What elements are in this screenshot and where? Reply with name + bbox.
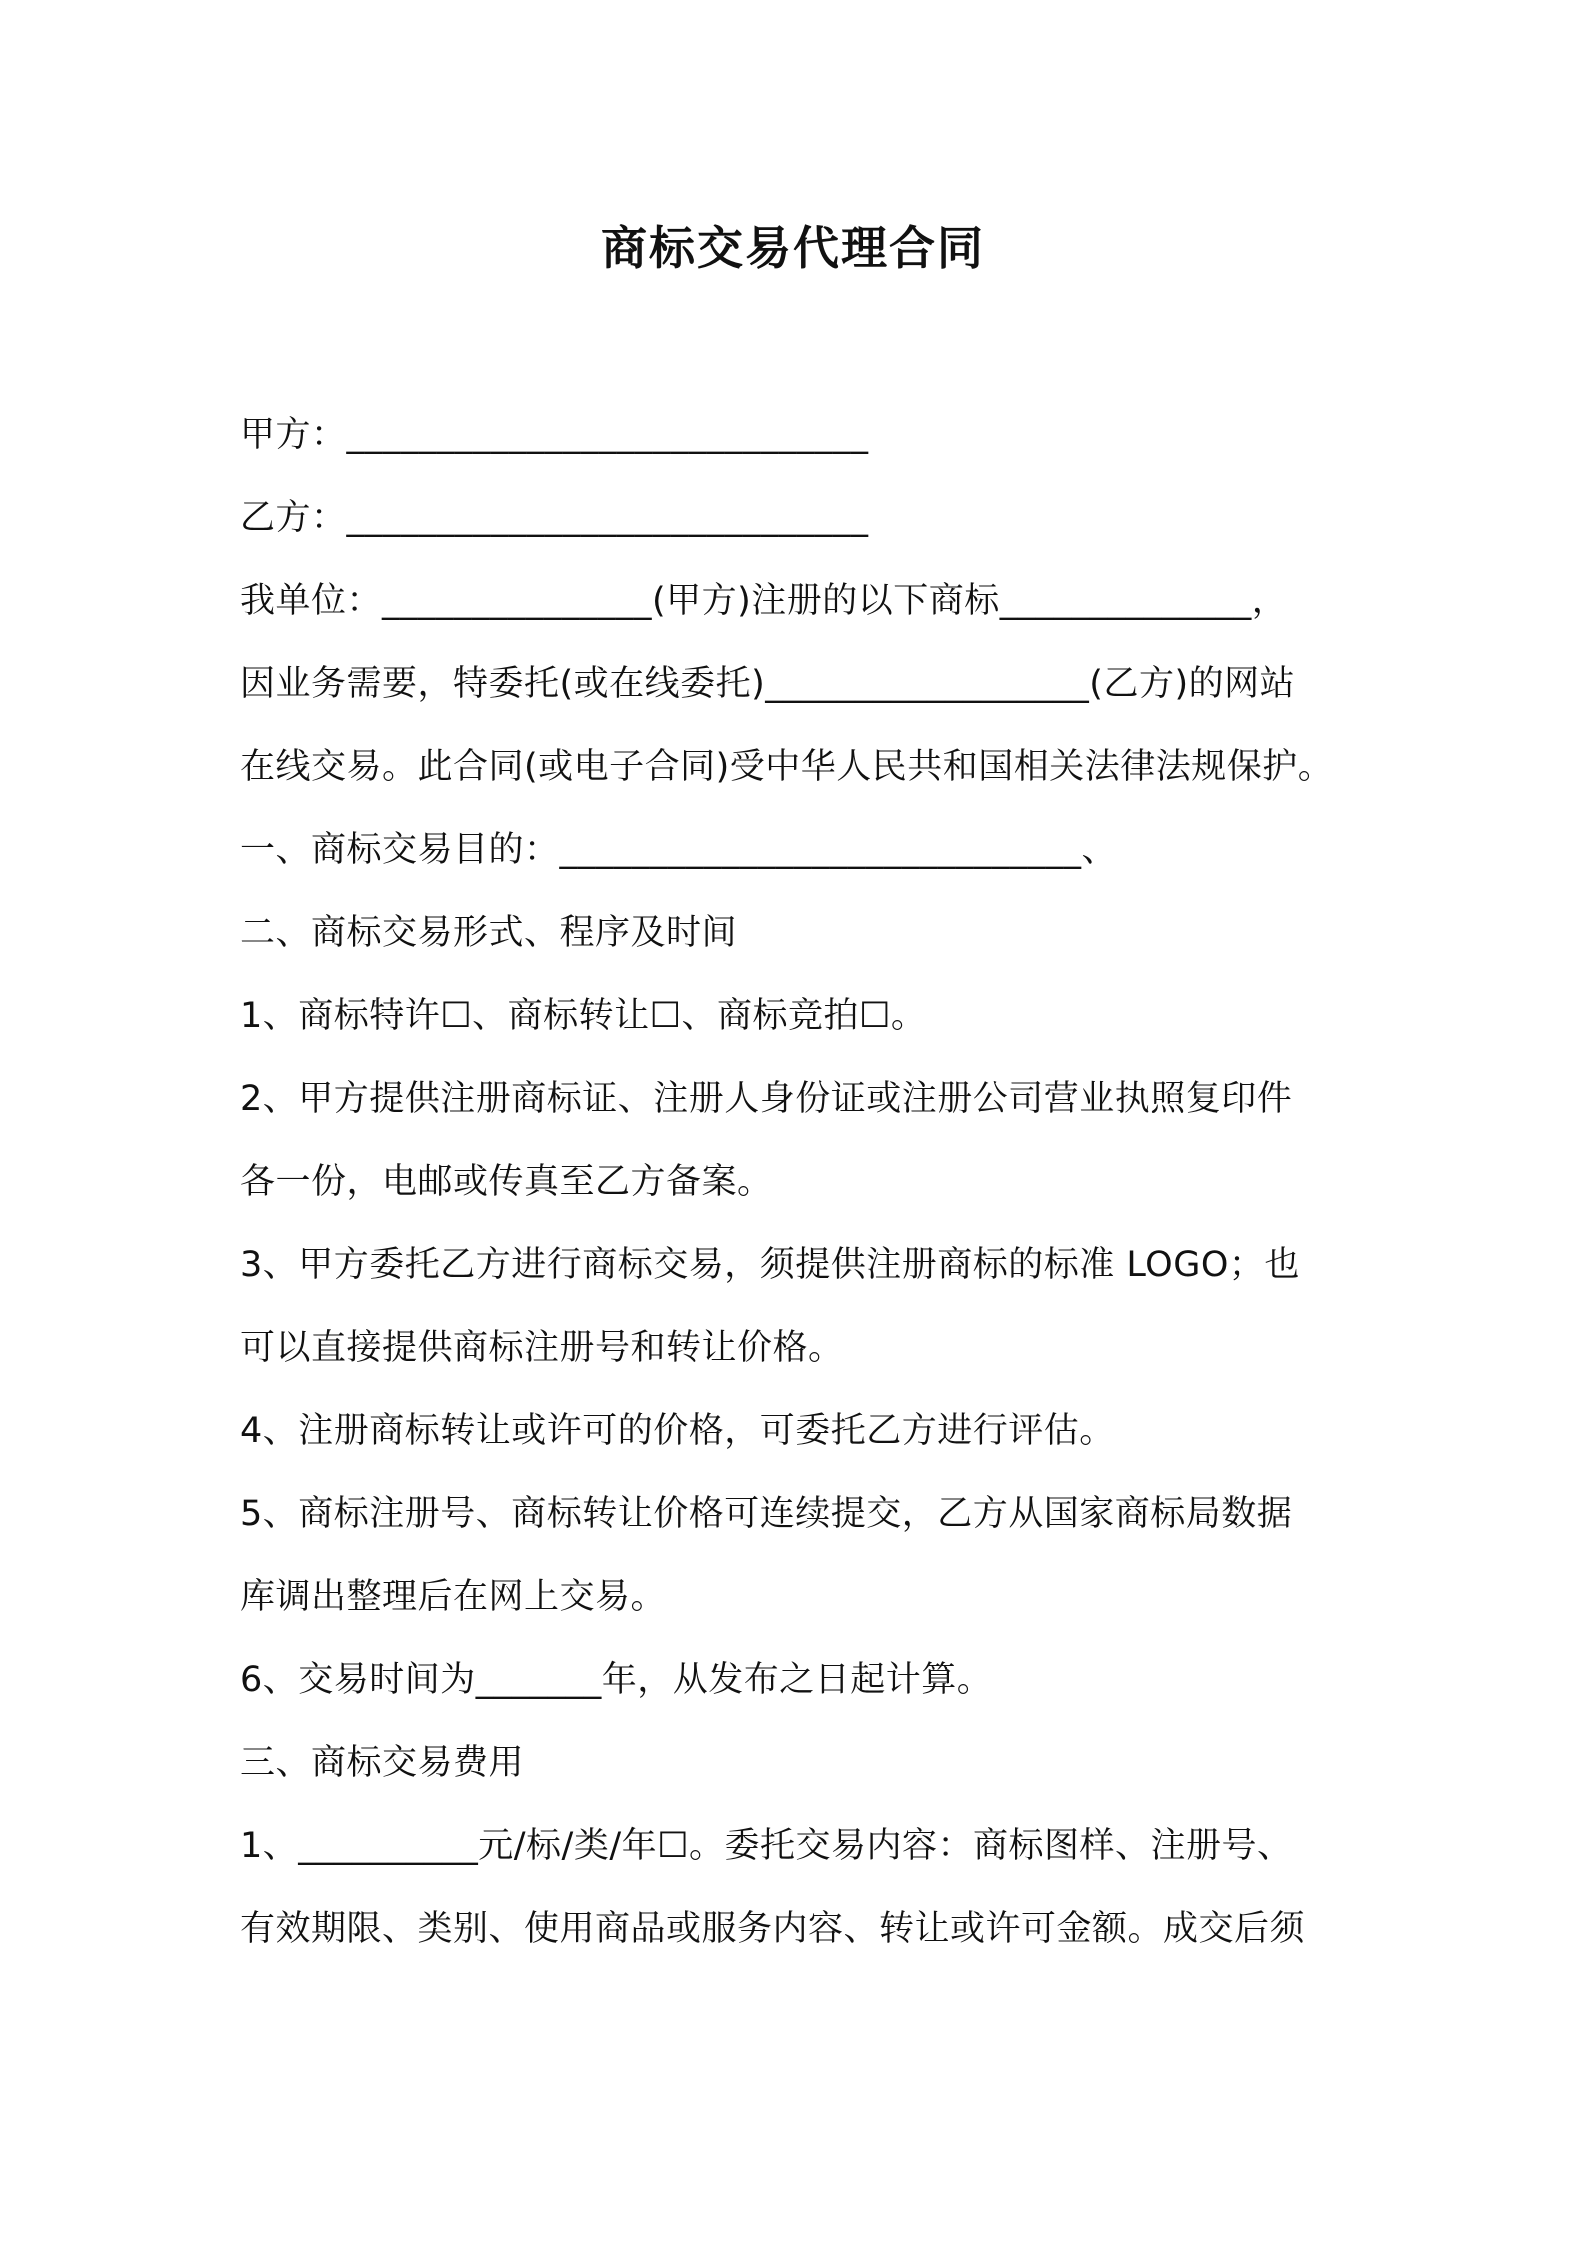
paragraph-line: 因业务需要，特委托(或在线委托)__________________(乙方)的网站 [240, 664, 1296, 704]
section-heading-procedure: 二、商标交易形式、程序及时间 [240, 913, 738, 953]
clause-line: 6、交易时间为_______年，从发布之日起计算。 [240, 1660, 993, 1700]
clause-line: 3、甲方委托乙方进行商标交易，须提供注册商标的标准 LOGO；也 [240, 1245, 1300, 1285]
section-heading-fees: 三、商标交易费用 [240, 1743, 525, 1783]
document-body [240, 405, 1370, 1982]
clause-line: 有效期限、类别、使用商品或服务内容、转让或许可金额。成交后须 [240, 1909, 1306, 1949]
clause-line: 4、注册商标转让或许可的价格，可委托乙方进行评估。 [240, 1411, 1115, 1451]
document-title: 商标交易代理合同 [601, 221, 985, 275]
clause-line: 1、商标特许☐、商标转让☐、商标竞拍☐。 [240, 996, 927, 1036]
clause-line: 5、商标注册号、商标转让价格可连续提交，乙方从国家商标局数据 [240, 1494, 1293, 1534]
clause-line: 可以直接提供商标注册号和转让价格。 [240, 1328, 844, 1368]
clause-line: 各一份，电邮或传真至乙方备案。 [240, 1162, 773, 1202]
party-b-line: 乙方：_____________________________ [240, 498, 869, 538]
paragraph-line: 在线交易。此合同(或电子合同)受中华人民共和国相关法律法规保护。 [240, 747, 1334, 787]
paragraph-line: 我单位：_______________(甲方)注册的以下商标______________， [240, 581, 1288, 621]
clause-line: 库调出整理后在网上交易。 [240, 1577, 667, 1617]
clause-line: 1、__________元/标/类/年☐。委托交易内容：商标图样、注册号、 [240, 1826, 1293, 1866]
clause-line: 2、甲方提供注册商标证、注册人身份证或注册公司营业执照复印件 [240, 1079, 1293, 1119]
section-heading-purpose: 一、商标交易目的：_____________________________、 [240, 830, 1118, 870]
party-a-line: 甲方：_____________________________ [240, 415, 869, 455]
